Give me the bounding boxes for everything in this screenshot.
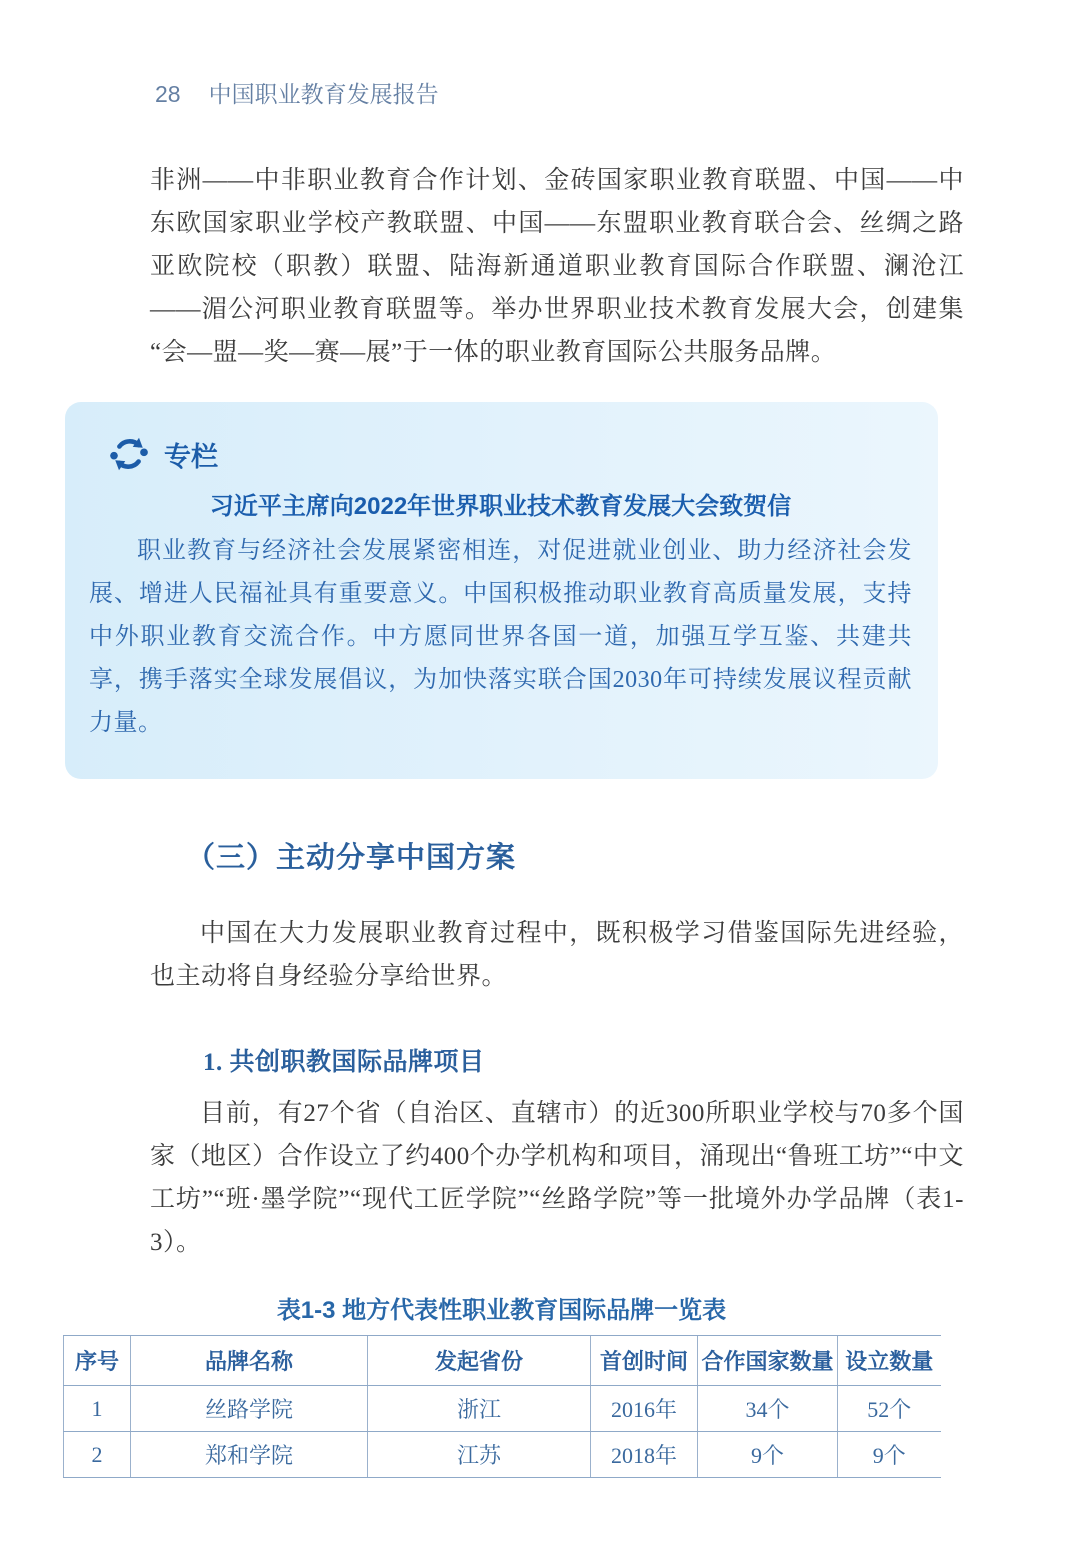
table-row (64, 1386, 941, 1432)
column-header-countries: 合作国家数量 (698, 1336, 838, 1386)
table-cell: 浙江 (368, 1386, 591, 1432)
column-header-count: 设立数量 (838, 1336, 941, 1386)
brand-table (63, 1335, 941, 1478)
running-head (155, 0, 1080, 109)
table-cell: 郑和学院 (131, 1432, 368, 1478)
column-header-brand: 品牌名称 (131, 1336, 368, 1386)
callout-label: 专栏 (164, 441, 218, 472)
table-caption: 表1-3 地方代表性职业教育国际品牌一览表 (276, 1297, 727, 1324)
callout-title: 习近平主席向2022年世界职业技术教育发展大会致贺信 (209, 493, 792, 520)
table-cell: 34个 (698, 1386, 838, 1432)
column-header-index: 序号 (64, 1336, 131, 1386)
page-number: 28 (155, 81, 181, 107)
table-cell: 2 (64, 1432, 131, 1478)
section-heading: （三）主动分享中国方案 (186, 842, 517, 874)
table-row (64, 1432, 941, 1478)
table-cell: 1 (64, 1386, 131, 1432)
callout-body: 职业教育与经济社会发展紧密相连，对促进就业创业、助力经济社会发展、增进人民福祉具有重要意义。中国积极推动职业教育高质量发展，支持中外职业教育交流合作。中方愿同世界各国一道，加强互学互鉴、共建共享，携手落实全球发展倡议，为加快落实联合国2030年可持续发展议程贡献力量。 (89, 538, 912, 736)
paragraph-intro: 非洲——中非职业教育合作计划、金砖国家职业教育联盟、中国——中东欧国家职业学校产教联盟、中国——东盟职业教育联合会、丝绸之路亚欧院校（职教）联盟、陆海新通道职业教育国际合作联盟、澜沧江——湄公河职业教育联盟等。举办世界职业技术教育发展大会，创建集“会—盟—奖—赛—展”于一体的职业教育国际公共服务品牌。 (150, 167, 964, 366)
table-cell: 9个 (698, 1432, 838, 1478)
table-cell: 9个 (838, 1432, 941, 1478)
sub-heading: 1. 共创职教国际品牌项目 (203, 1049, 485, 1076)
callout-header (109, 434, 912, 474)
table-cell: 丝路学院 (131, 1386, 368, 1432)
table-header-row (64, 1336, 941, 1386)
table-cell: 52个 (838, 1386, 941, 1432)
paragraph-share: 中国在大力发展职业教育过程中，既积极学习借鉴国际先进经验，也主动将自身经验分享给世界。 (150, 920, 964, 990)
table-cell: 2018年 (591, 1432, 698, 1478)
column-callout-box (65, 402, 938, 779)
column-header-province: 发起省份 (368, 1336, 591, 1386)
report-title: 中国职业教育发展报告 (208, 81, 439, 107)
table-cell: 江苏 (368, 1432, 591, 1478)
paragraph-brands: 目前，有27个省（自治区、直辖市）的近300所职业学校与70多个国家（地区）合作设立了约400个办学机构和项目，涌现出“鲁班工坊”“中文工坊”“班·墨学院”“现代工匠学院”“丝路学院”等一批境外办学品牌（表1-3）。 (150, 1100, 964, 1256)
column-header-year: 首创时间 (591, 1336, 698, 1386)
table-cell: 2016年 (591, 1386, 698, 1432)
sync-arrows-icon (109, 434, 149, 474)
